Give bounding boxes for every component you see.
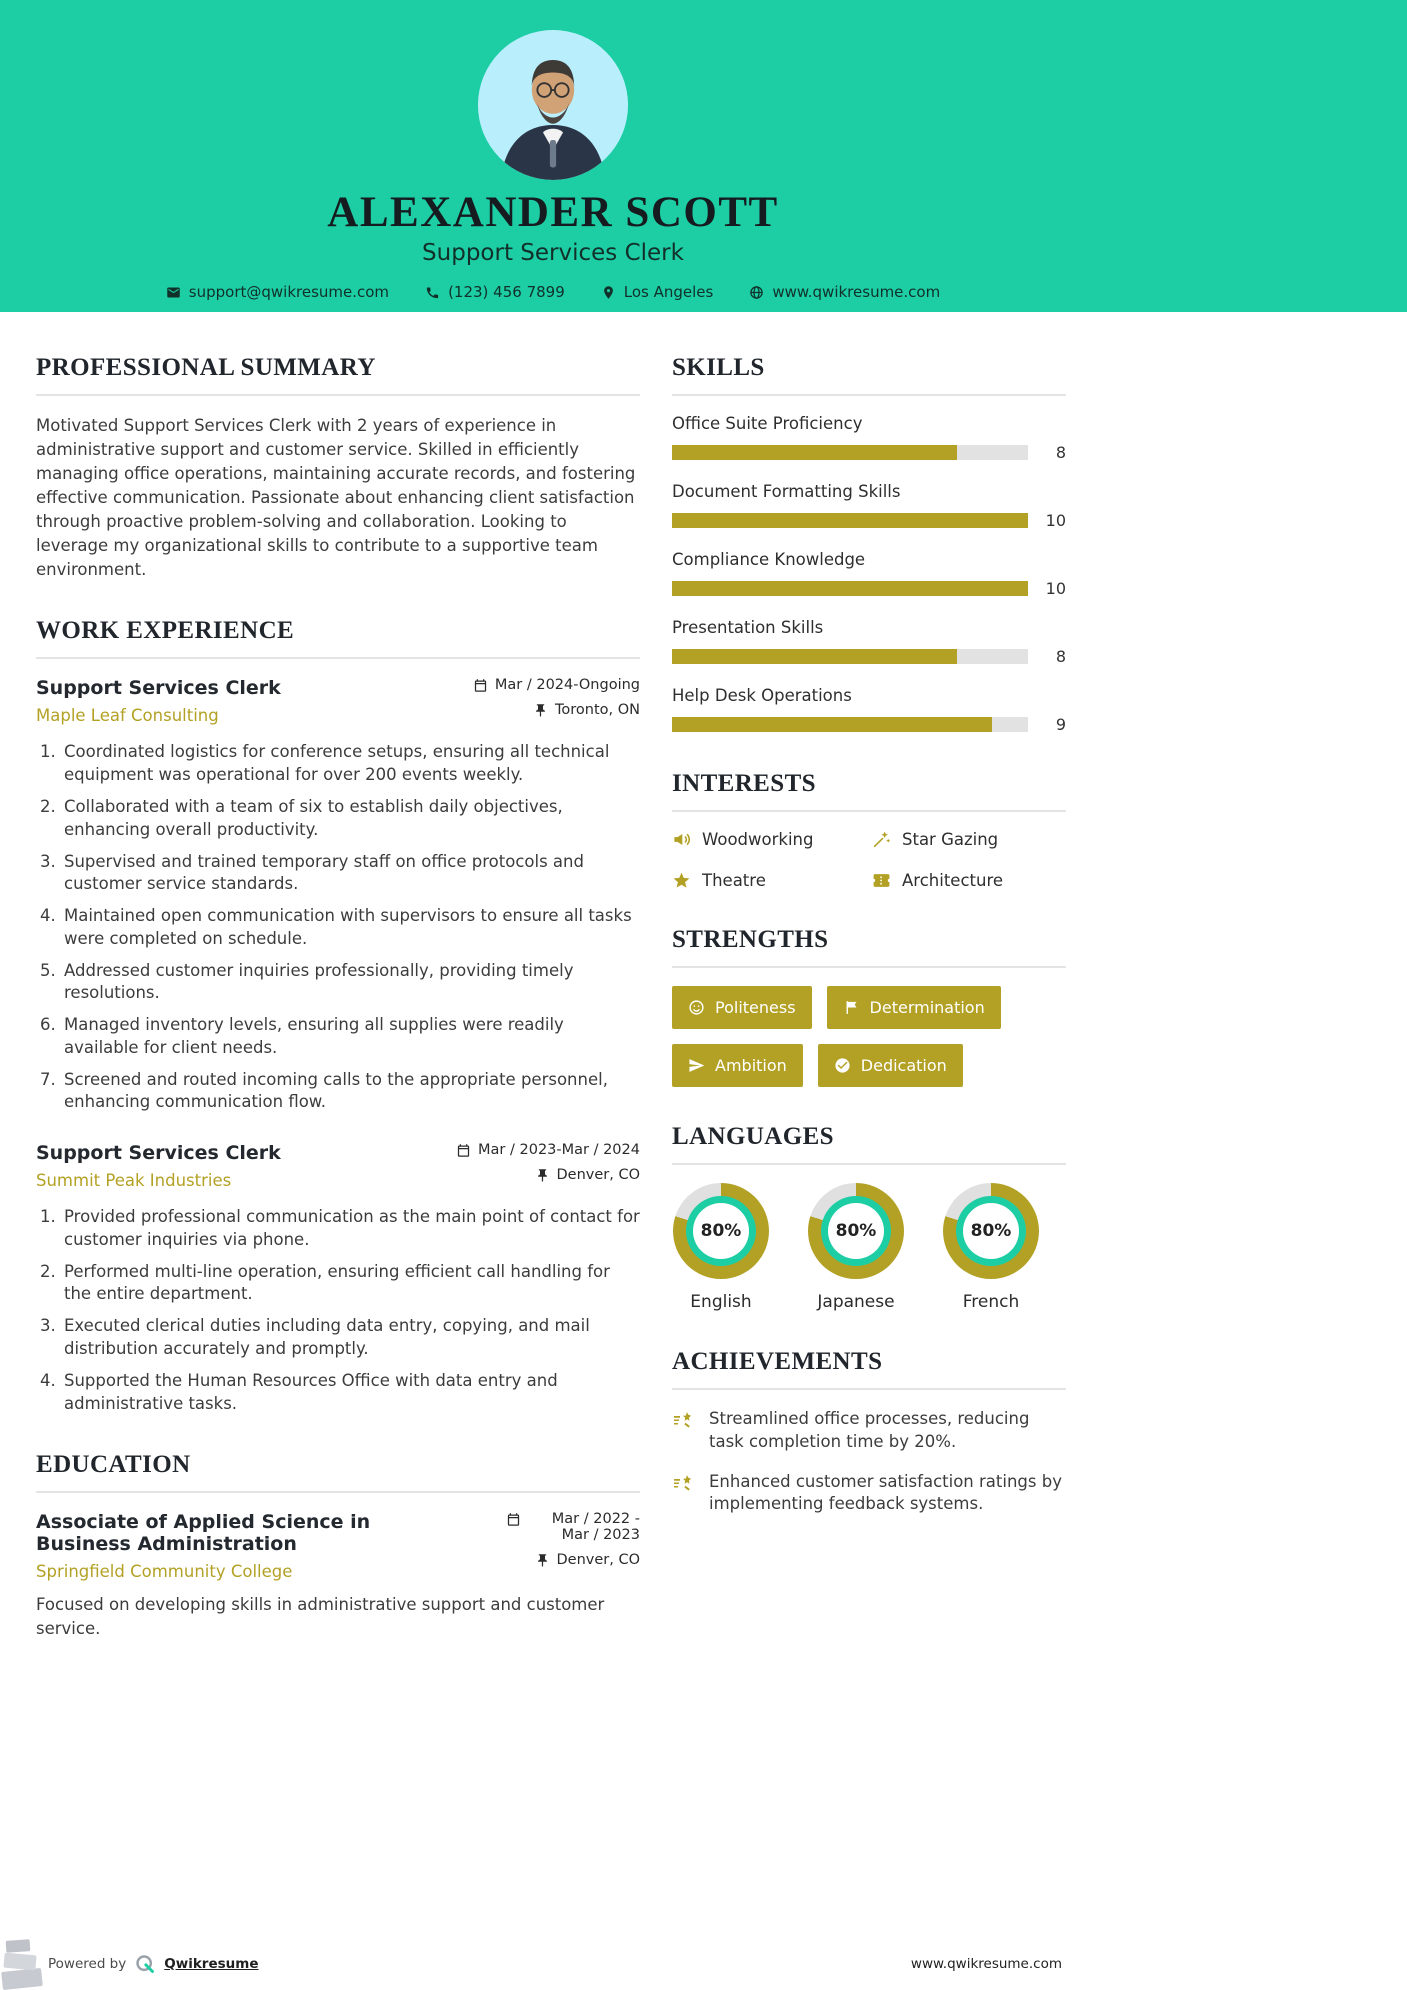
job-bullet: 4. Supported the Human Resources Office with data entry and administrative tasks. — [61, 1370, 640, 1416]
smiley-icon — [688, 999, 705, 1016]
company-name: Summit Peak Industries — [36, 1171, 232, 1191]
check-circle-icon — [834, 1057, 851, 1074]
skill-name: Help Desk Operations — [672, 686, 852, 705]
badge-icon — [672, 1471, 696, 1517]
skill-bar-fill — [672, 581, 1028, 596]
interest-label: Star Gazing — [902, 830, 999, 849]
job-bullet: 2. Performed multi-line operation, ensuring efficient call handling for the entire department. — [61, 1261, 640, 1307]
main-content — [0, 312, 1106, 1677]
interest-item — [872, 871, 1066, 890]
summary-text: Motivated Support Services Clerk with 2 years of experience in administrative support and customer service. Skilled in efficiently managing office operations, maintaining accurate records, and fostering effective communication. Passionate about enhancing client satisfaction through proactive problem-solving and collaboration. Looking to leverage my organizational skills to contribute to a supportive team environment. — [36, 416, 636, 579]
achievements-heading: ACHIEVEMENTS — [672, 1348, 1066, 1390]
powered-by-label: Powered by — [48, 1956, 127, 1972]
degree-title: Associate of Applied Science in Business Administration — [36, 1511, 371, 1556]
job-dates: Mar / 2024-Ongoing — [494, 677, 640, 694]
skill-row — [672, 686, 1066, 734]
skill-bar-fill — [672, 717, 992, 732]
footer-website-link[interactable]: www.qwikresume.com — [910, 1956, 1062, 1972]
achievement-text: Enhanced customer satisfaction ratings by implementing feedback systems. — [709, 1471, 1062, 1514]
calendar-icon — [506, 1511, 521, 1527]
section-education — [36, 1451, 640, 1641]
school-name: Springfield Community College — [36, 1562, 293, 1582]
strength-label: Dedication — [860, 1056, 947, 1075]
pushpin-icon — [535, 1167, 550, 1183]
section-professional-summary — [36, 354, 640, 581]
strength-badge — [672, 986, 812, 1029]
education-note: Focused on developing skills in administrative support and customer service. — [36, 1595, 605, 1639]
education-dates: Mar / 2022 - Mar / 2023 — [551, 1511, 640, 1544]
skill-bar — [672, 513, 1028, 528]
section-languages — [672, 1123, 1066, 1312]
left-column — [36, 354, 640, 1677]
job-title: Support Services Clerk — [36, 677, 281, 700]
language-donut-chart — [808, 1183, 904, 1279]
language-donut-chart — [673, 1183, 769, 1279]
job-bullet: 4. Maintained open communication with supervisors to ensure all tasks were completed on schedule. — [61, 905, 640, 951]
email-text: support@qwikresume.com — [188, 283, 390, 301]
job-bullet: 2. Collaborated with a team of six to establish daily objectives, enhancing overall productivity. — [61, 796, 640, 842]
pushpin-icon — [535, 1552, 550, 1568]
wand-icon — [872, 830, 891, 849]
interest-item — [672, 871, 872, 890]
contact-location — [601, 283, 714, 301]
megaphone-icon — [672, 830, 691, 849]
education-entry — [36, 1511, 640, 1641]
language-item — [942, 1183, 1040, 1312]
skill-value: 9 — [1055, 715, 1066, 734]
paper-plane-icon — [688, 1057, 705, 1074]
right-column — [672, 354, 1066, 1677]
skill-bar-fill — [672, 649, 957, 664]
skill-row — [672, 618, 1066, 666]
skill-bar — [672, 717, 1028, 732]
interests-heading: INTERESTS — [672, 770, 1066, 812]
skill-name: Presentation Skills — [672, 618, 824, 637]
section-strengths — [672, 926, 1066, 1087]
language-donut-chart — [943, 1183, 1039, 1279]
language-percent: 80% — [828, 1203, 884, 1259]
qwikresume-logo-icon — [135, 1954, 155, 1974]
skill-row — [672, 550, 1066, 598]
summary-heading: PROFESSIONAL SUMMARY — [36, 354, 640, 396]
achievement-item — [672, 1471, 1066, 1517]
language-label: English — [690, 1292, 752, 1312]
candidate-title: Support Services Clerk — [422, 240, 684, 266]
education-location: Denver, CO — [556, 1552, 640, 1569]
location-text: Los Angeles — [623, 283, 714, 301]
achievement-text: Streamlined office processes, reducing task completion time by 20%. — [709, 1409, 1030, 1451]
strength-label: Politeness — [715, 998, 796, 1017]
phone-icon — [425, 285, 440, 300]
language-label: Japanese — [817, 1292, 895, 1312]
strength-badge — [827, 986, 1001, 1029]
strength-badge — [672, 1044, 803, 1087]
calendar-icon — [456, 1142, 471, 1158]
achievement-item — [672, 1408, 1066, 1454]
company-name: Maple Leaf Consulting — [36, 706, 219, 726]
section-interests — [672, 770, 1066, 890]
flag-icon — [843, 999, 860, 1016]
skill-value: 8 — [1055, 443, 1066, 462]
skill-value: 10 — [1045, 579, 1066, 598]
job-entry — [36, 677, 640, 1114]
job-bullet: 5. Addressed customer inquiries professionally, providing timely resolutions. — [61, 960, 640, 1006]
calendar-icon — [473, 677, 488, 693]
section-work-experience — [36, 617, 640, 1415]
education-heading: EDUCATION — [36, 1451, 640, 1493]
job-location: Toronto, ON — [554, 702, 640, 719]
badge-icon — [672, 1408, 696, 1454]
job-bullet: 3. Executed clerical duties including data entry, copying, and mail distribution accurately and promptly. — [61, 1315, 640, 1361]
job-bullet: 7. Screened and routed incoming calls to the appropriate personnel, enhancing communication flow. — [61, 1069, 640, 1115]
skill-row — [672, 414, 1066, 462]
job-entry — [36, 1142, 640, 1415]
strengths-heading: STRENGTHS — [672, 926, 1066, 968]
job-dates: Mar / 2023-Mar / 2024 — [478, 1142, 640, 1159]
footer — [0, 1954, 1106, 1974]
job-bullet-list — [36, 1206, 640, 1415]
skill-value: 10 — [1045, 511, 1066, 530]
job-bullet: 3. Supervised and trained temporary staff on office protocols and customer service standards. — [61, 851, 640, 897]
section-achievements — [672, 1348, 1066, 1516]
job-location: Denver, CO — [556, 1167, 640, 1184]
strength-label: Determination — [869, 998, 985, 1017]
skill-bar-fill — [672, 513, 1028, 528]
envelope-icon — [166, 285, 181, 300]
section-skills — [672, 354, 1066, 734]
skill-bar — [672, 649, 1028, 664]
skill-row — [672, 482, 1066, 530]
language-item — [807, 1183, 905, 1312]
skill-name: Compliance Knowledge — [672, 550, 866, 569]
interest-item — [872, 830, 1066, 849]
skills-heading: SKILLS — [672, 354, 1066, 396]
qwikresume-brand-link[interactable]: Qwikresume — [164, 1956, 259, 1972]
job-bullet: 1. Provided professional communication as the main point of contact for customer inquiries via phone. — [61, 1206, 640, 1252]
contact-phone[interactable] — [425, 283, 565, 301]
job-title: Support Services Clerk — [36, 1142, 281, 1165]
globe-icon — [749, 285, 764, 300]
interest-label: Woodworking — [702, 830, 814, 849]
interest-item — [672, 830, 872, 849]
languages-heading: LANGUAGES — [672, 1123, 1066, 1165]
language-percent: 80% — [963, 1203, 1019, 1259]
work-heading: WORK EXPERIENCE — [36, 617, 640, 659]
job-bullet: 1. Coordinated logistics for conference setups, ensuring all technical equipment was operational for over 200 events weekly. — [61, 741, 640, 787]
job-bullet-list — [36, 741, 640, 1114]
skill-name: Office Suite Proficiency — [672, 414, 863, 433]
language-label: French — [962, 1292, 1020, 1312]
avatar — [478, 30, 628, 180]
skill-name: Document Formatting Skills — [672, 482, 901, 501]
contact-email[interactable] — [166, 283, 389, 301]
header — [0, 0, 1407, 312]
pushpin-icon — [533, 702, 548, 718]
website-text: www.qwikresume.com — [772, 283, 941, 301]
ticket-icon — [872, 871, 891, 890]
strength-label: Ambition — [715, 1056, 787, 1075]
skill-bar — [672, 445, 1028, 460]
corner-paper-stack — [2, 1926, 50, 1988]
language-percent: 80% — [693, 1203, 749, 1259]
interest-label: Theatre — [702, 871, 766, 890]
strength-badge — [818, 1044, 963, 1087]
phone-text: (123) 456 7899 — [448, 283, 565, 301]
candidate-name: ALEXANDER SCOTT — [327, 189, 779, 236]
location-pin-icon — [601, 285, 616, 300]
avatar-illustration — [478, 30, 628, 180]
skill-value: 8 — [1055, 647, 1066, 666]
interest-label: Architecture — [902, 871, 1004, 890]
contact-website[interactable] — [749, 283, 940, 301]
contact-row — [0, 283, 1106, 301]
star-icon — [672, 871, 691, 890]
language-item — [672, 1183, 770, 1312]
skill-bar-fill — [672, 445, 957, 460]
skill-bar — [672, 581, 1028, 596]
job-bullet: 6. Managed inventory levels, ensuring all supplies were readily available for client needs. — [61, 1014, 640, 1060]
